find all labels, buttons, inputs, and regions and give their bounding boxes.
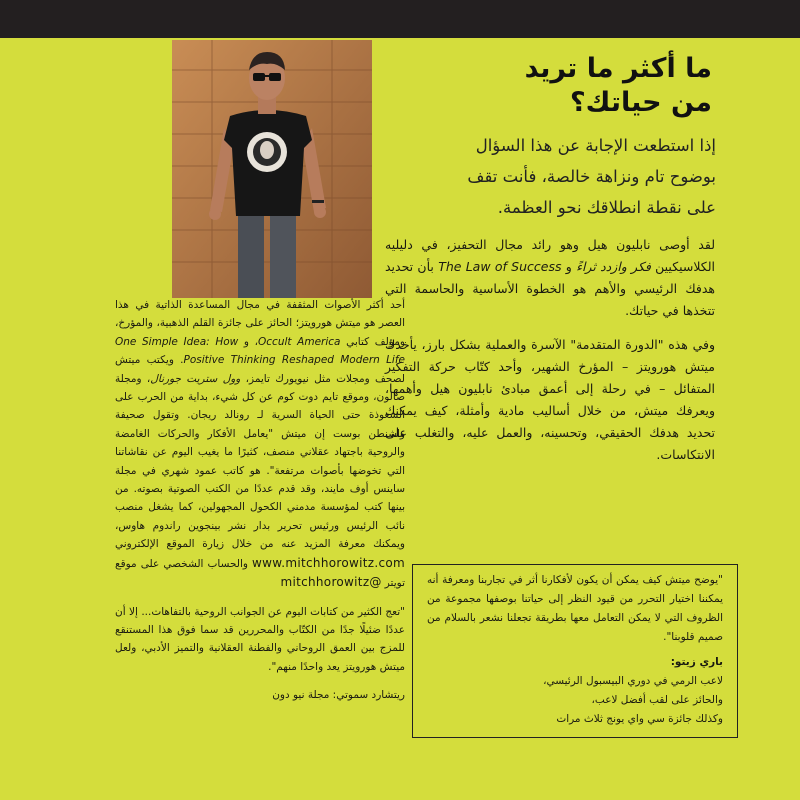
bio-text-1: أحد أكثر الأصوات المثقفة في مجال المساعدة الذاتية في هذا العصر هو ميتش هورويتز؛ الحائز على جائزة القلم الذهبية، والمؤرخ، ومؤلف كتابي — [115, 299, 405, 348]
review-quote: "تعج الكثير من كتابات اليوم عن الجوانب الروحية بالتفاهات... إلا أن عددًا ضئيلًا جدًا من الكتّاب والمحررين قد سما فوق هذا المستنقع للمزج بين العمق الروحاني والفطنة العقلانية والتميز الأدبي، ولعل ميتش هورويتز يعد واحدًا منهم". — [115, 605, 405, 673]
bio-text-2: . ويكتب ميتش لصحف ومجلات مثل نيويورك تايمز، — [115, 354, 405, 385]
right-column-body — [385, 234, 715, 478]
testimonial-quote: "يوضح ميتش كيف يمكن أن يكون لأفكارنا أثر في تجاربنا ومعرفة أنه يمكننا اختيار التحرر من قيود النظر إلى حياتنا بوصفها مجموعة من الظروف التي لا يمكن التعامل معها بطريقة تجعلنا نشعر بالسلام من صميم قلوبنا". — [427, 574, 723, 643]
author-photo-icon — [172, 40, 372, 298]
testimonial-line-2: والحائز على لقب أفضل لاعب، — [591, 694, 723, 706]
testimonial-box — [412, 564, 738, 738]
bio-text-4: والحساب الشخصي على موقع تويتر — [115, 557, 405, 590]
p1-text-2: بأن تحديد هدفك الرئيسي والأهم هو الخطوة الأساسية والحاسمة التي تتخذها في حياتك. — [385, 259, 715, 318]
website-link[interactable]: www.mitchhorowitz.com — [252, 555, 405, 570]
bio-sep: ، و — [238, 335, 259, 348]
review-attribution: ريتشارد سموتي: مجلة نيو دون — [272, 689, 405, 702]
p1-text-1: لقد أوصى نابليون هيل وهو رائد مجال التحفيز، في دليليه الكلاسيكيين — [385, 237, 715, 274]
testimonial-line-3: وكذلك جائزة سي واي يونج ثلاث مرات — [556, 713, 723, 725]
testimonial-name: باري زيتو: — [670, 656, 723, 668]
headline-line-2: من حياتك؟ — [570, 87, 712, 118]
author-bio — [115, 296, 405, 593]
p2-text-1: وفي هذه — [663, 337, 715, 352]
headline — [452, 52, 712, 120]
lead-line-2: بوضوح تام ونزاهة خالصة، فأنت تقف — [467, 167, 716, 186]
lead-line-1: إذا استطعت الإجابة عن هذا السؤال — [475, 136, 716, 155]
p2-quoted: "الدورة المتقدمة" — [570, 337, 664, 352]
left-column-body — [115, 296, 405, 705]
p1-and: و — [561, 259, 577, 274]
p2-text-2: الآسرة والعملية بشكل بارز، يأخذك ميتش هورويتز – المؤرخ الشهير، وأحد كتّاب حركة التفكير المتفائل – في رحلة إلى أعمق مبادئ نابليون هيل وأهمها، ويعرفك ميتش، من خلال أساليب مادية وأمثلة، كيف يمكنك تحديد هدفك الحقيقي، وتحسينه، والعمل عليه، والتغلب على الانتكاسات. — [385, 337, 715, 462]
headline-line-1: ما أكثر ما تريد — [524, 53, 712, 84]
paragraph-napoleon-hill — [385, 234, 715, 322]
paragraph-advanced-course — [385, 334, 715, 466]
publication-wsj: وول ستريت جورنال — [150, 372, 241, 385]
bio-text-3: ، ومجلة صالون، وموقع تايم دوت كوم عن كل شيء، بداية من الحرب على الشعوذة حتى الحياة السرية لـ رونالد ريجان. وتقول صحيفة واشنطن بوست إن ميتش "يعامل الأفكار والحركات الغامضة والروحية باجتهاد عقلاني منصف، كثيرًا ما يغيب اليوم عن نقاشاتنا التي تخوضها بأصوات مرتفعة". هو كاتب عمود شهري في مجلة ساينس أوف مايند، وقد قدم عددًا من الكتب الصوتية بصوته. من بينها كتب لمؤسسة مدمني الكحول المجهولين، كما يشغل منصب نائب الرئيس ورئيس تحرير بدار نشر بينجوين راندوم هاوس، ويمكنك معرفة المزيد عنه من خلال زيارة الموقع الإلكتروني — [115, 372, 405, 551]
top-bar — [0, 0, 800, 38]
testimonial-line-1: لاعب الرمي في دوري البيسبول الرئيسي، — [543, 675, 723, 687]
book-title-think-grow-rich: فكر وازدد ثراءً — [576, 259, 651, 274]
book-title-occult-america: Occult America — [258, 335, 341, 348]
twitter-handle[interactable]: @mitchhorowitz — [280, 575, 382, 590]
book-title-one-simple-idea: One Simple Idea: How Positive Thinking Reshaped Modern Life — [115, 335, 405, 367]
lead-paragraph — [386, 130, 716, 223]
author-photo — [172, 40, 372, 298]
book-title-law-of-success: The Law of Success — [438, 259, 562, 274]
lead-line-3: على نقطة انطلاقك نحو العظمة. — [497, 198, 716, 217]
